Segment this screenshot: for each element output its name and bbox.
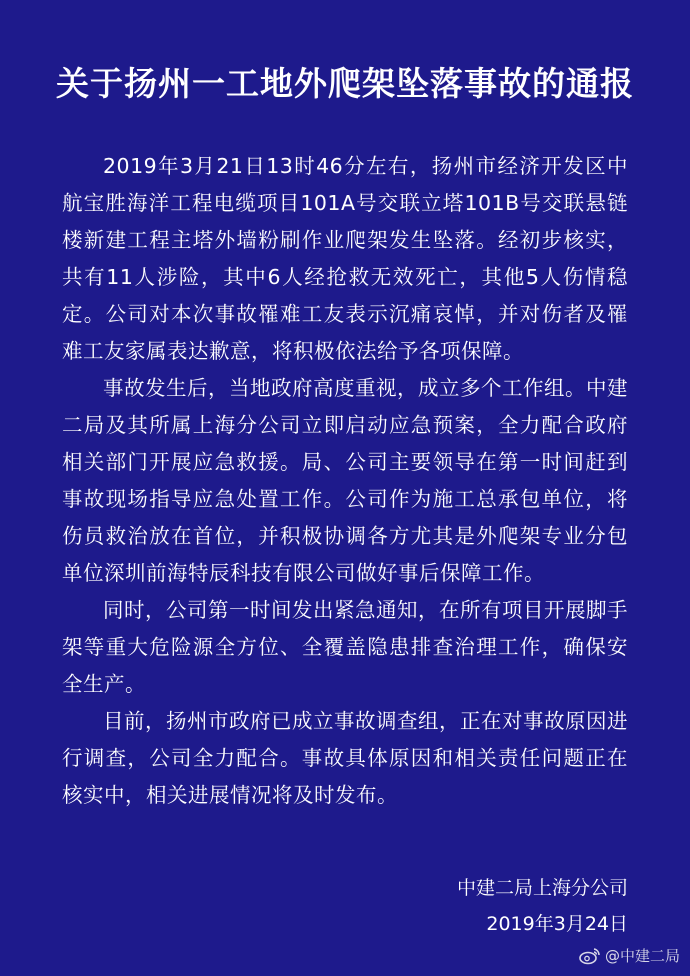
paragraph-incident: 2019年3月21日13时46分左右，扬州市经济开发区中航宝胜海洋工程电缆项目101A号交联立塔101B号交联悬链楼新建工程主塔外墙粉刷作业爬架发生坠落。经初步核实，共有11人涉险，其中6人经抢救无效死亡，其他5人伤情稳定。公司对本次事故罹难工友表示沉痛哀悼，并对伤者及罹难工友家属表达歉意，将积极依法给予各项保障。 (62, 154, 628, 363)
watermark-text: @中建二局 (604, 947, 680, 965)
notice-title: 关于扬州一工地外爬架坠落事故的通报 (56, 64, 634, 103)
paragraph-investigation: 目前，扬州市政府已成立事故调查组，正在对事故原因进行调查，公司全力配合。事故具体原因和相关责任问题正在核实中，相关进展情况将及时发布。 (62, 709, 628, 807)
paragraph-response: 事故发生后，当地政府高度重视，成立多个工作组。中建二局及其所属上海分公司立即启动应急预案，全力配合政府相关部门开展应急救援。局、公司主要领导在第一时间赶到事故现场指导应急处置工作。公司作为施工总承包单位，将伤员救治放在首位，并积极协调各方尤其是外爬架专业分包单位深圳前海特辰科技有限公司做好事后保障工作。 (62, 376, 628, 585)
weibo-watermark (579, 945, 680, 966)
weibo-icon (579, 947, 601, 965)
signature-date: 2019年3月24日 (486, 913, 628, 935)
signature-organization: 中建二局上海分公司 (456, 877, 628, 899)
notice-body (62, 148, 628, 814)
signature-block (457, 870, 628, 942)
paragraph-safety-check: 同时，公司第一时间发出紧急通知，在所有项目开展脚手架等重大危险源全方位、全覆盖隐患排查治理工作，确保安全生产。 (62, 598, 628, 696)
